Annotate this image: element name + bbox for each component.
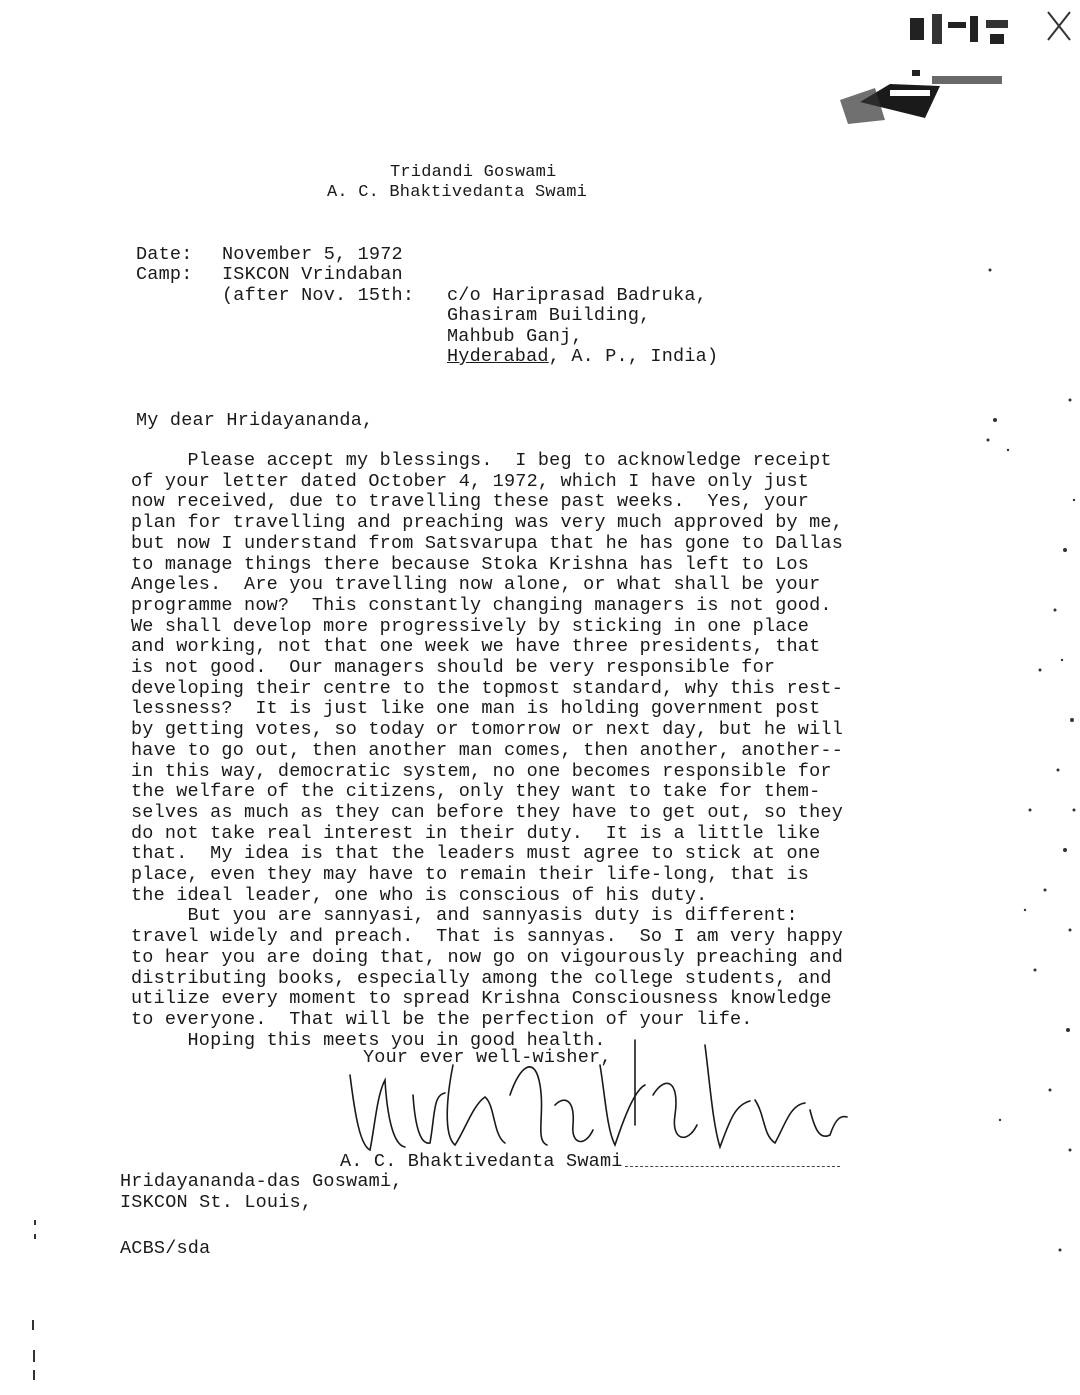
body-line: that. My idea is that the leaders must agree to stick at one bbox=[131, 843, 821, 865]
body-line: We shall develop more progressively by sticking in one place bbox=[131, 615, 810, 637]
body-line: Please accept my blessings. I beg to acknowledge receipt bbox=[131, 450, 832, 471]
body-line: and working, not that one week we have three presidents, that bbox=[131, 636, 821, 658]
signer-name: A. C. Bhaktivedanta Swami bbox=[340, 1151, 623, 1172]
letterhead-name: A. C. Bhaktivedanta Swami bbox=[327, 183, 588, 202]
body-line: place, even they may have to remain their life-long, that is bbox=[131, 864, 810, 885]
body-line: distributing books, especially among the college students, and bbox=[131, 967, 832, 989]
body-line: is not good. Our managers should be very responsible for bbox=[131, 657, 776, 678]
signature-rule bbox=[625, 1166, 840, 1167]
body-line: now received, due to travelling these past weeks. Yes, your bbox=[131, 491, 810, 513]
body-line: do not take real interest in their duty. It is a little like bbox=[131, 822, 821, 844]
body-line: But you are sannyasi, and sannyasis duty is different: bbox=[131, 905, 798, 927]
body-line: the welfare of the citizens, only they want to take for them- bbox=[131, 781, 821, 803]
recipient-name: Hridayananda-das Goswami, bbox=[120, 1171, 403, 1192]
body-line: plan for travelling and preaching was very much approved by me, bbox=[131, 512, 844, 534]
date-value: November 5, 1972 bbox=[222, 244, 403, 265]
body-line: to everyone. That will be the perfection of your life. bbox=[131, 1008, 753, 1030]
body-line: travel widely and preach. That is sannyas. So I am very happy bbox=[131, 926, 844, 948]
address-line-2: Ghasiram Building, bbox=[447, 305, 651, 326]
address-line-1: c/o Hariprasad Badruka, bbox=[447, 285, 707, 306]
body-line: in this way, democratic system, no one becomes responsible for bbox=[131, 760, 832, 782]
body-line: but now I understand from Satsvarupa that he has gone to Dallas bbox=[131, 532, 844, 554]
body-line: to hear you are doing that, now go on vigourously preaching and bbox=[131, 946, 844, 968]
recipient-location: ISKCON St. Louis, bbox=[120, 1192, 313, 1213]
address-line-4 bbox=[447, 346, 718, 367]
body-line: developing their centre to the topmost standard, why this rest- bbox=[131, 677, 844, 699]
body-line: Angeles. Are you travelling now alone, or what shall be your bbox=[131, 574, 821, 596]
archive-stamp-mark bbox=[820, 0, 1080, 150]
scan-left-marks bbox=[28, 1220, 48, 1390]
body-line: lessness? It is just like one man is holding government post bbox=[131, 698, 821, 720]
body-line: to manage things there because Stoka Krishna has left to Los bbox=[131, 553, 810, 575]
body-line: have to go out, then another man comes, then another, another-- bbox=[131, 739, 844, 761]
body-line: Hoping this meets you in good health. bbox=[131, 1029, 606, 1051]
closing: Your ever well-wisher, bbox=[363, 1047, 612, 1068]
body-line: programme now? This constantly changing managers is not good. bbox=[131, 594, 832, 616]
address-rest: , A. P., India) bbox=[548, 346, 719, 367]
body-line: of your letter dated October 4, 1972, which I have only just bbox=[131, 470, 810, 492]
body-line: by getting votes, so today or tomorrow or next day, but he will bbox=[131, 719, 844, 741]
salutation: My dear Hridayananda, bbox=[136, 410, 374, 431]
after-date-label: (after Nov. 15th: bbox=[222, 285, 415, 306]
address-line-3: Mahbub Ganj, bbox=[447, 326, 583, 347]
letterhead-title: Tridandi Goswami bbox=[390, 163, 557, 182]
body-line: utilize every moment to spread Krishna Consciousness knowledge bbox=[131, 988, 832, 1010]
body-line: selves as much as they can before they have to get out, so they bbox=[131, 801, 844, 823]
date-label: Date: bbox=[136, 244, 193, 265]
scan-speckle bbox=[970, 250, 1080, 1370]
camp-label: Camp: bbox=[136, 264, 193, 285]
reference-initials: ACBS/sda bbox=[120, 1238, 211, 1259]
address-city: Hyderabad bbox=[447, 346, 549, 367]
camp-value: ISKCON Vrindaban bbox=[222, 264, 403, 285]
body-line: the ideal leader, one who is conscious of his duty. bbox=[131, 884, 708, 906]
